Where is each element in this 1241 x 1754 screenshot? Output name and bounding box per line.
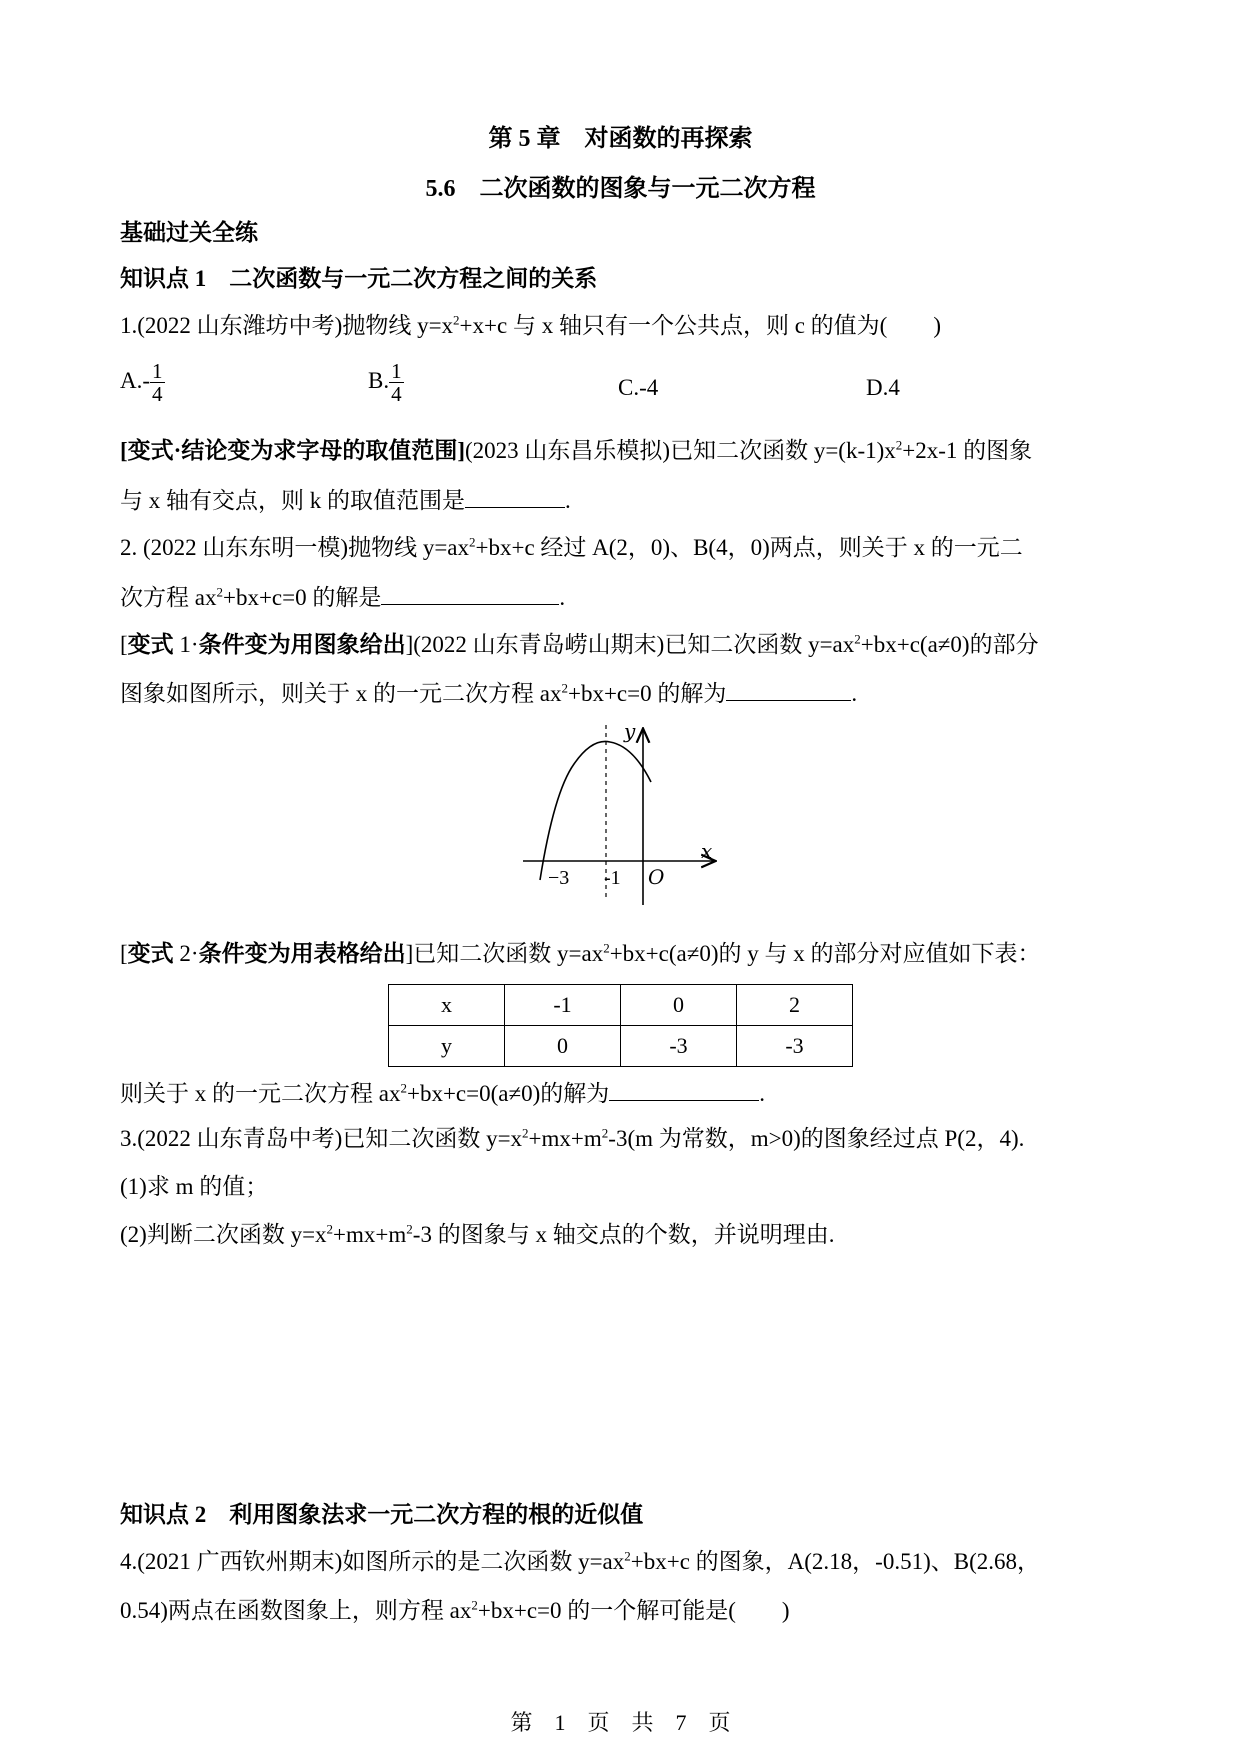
question-3-part-1: (1)求 m 的值； bbox=[120, 1174, 269, 1199]
option-a-fraction: $\frac{1}{4}$ bbox=[152, 359, 163, 406]
table-row bbox=[389, 1026, 853, 1067]
tick-label-neg3: −3 bbox=[548, 867, 570, 889]
option-c: C.-4 bbox=[618, 375, 659, 400]
answer-blank[interactable] bbox=[381, 582, 559, 605]
table-cell: -3 bbox=[621, 1026, 737, 1067]
y-axis-label: y bbox=[624, 720, 636, 743]
parabola-graph bbox=[518, 720, 728, 910]
table-cell: y bbox=[389, 1026, 505, 1067]
question-1-stem bbox=[120, 311, 941, 341]
tick-label-neg1: -1 bbox=[604, 867, 621, 889]
answer-blank[interactable] bbox=[465, 485, 565, 508]
option-a-label: A.- bbox=[120, 367, 151, 393]
x-axis-label: x bbox=[701, 839, 713, 863]
table-cell: x bbox=[389, 985, 505, 1026]
table-cell: 0 bbox=[621, 985, 737, 1026]
section-heading: 基础过关全练 bbox=[120, 220, 258, 245]
option-b-label: B. bbox=[368, 367, 390, 393]
option-b-fraction: $\frac{1}{4}$ bbox=[391, 359, 402, 406]
table-cell: -1 bbox=[505, 985, 621, 1026]
answer-blank[interactable] bbox=[726, 678, 851, 701]
table-cell: 0 bbox=[505, 1026, 621, 1067]
q1-stem-suffix: +x+c 与 x 轴只有一个公共点，则 c 的值为( ) bbox=[459, 313, 941, 338]
question-2-line-2: 次方程 $ax^2+bx+c=0$ 的解是 . bbox=[120, 582, 565, 613]
variant-1-line-1: [变式·结论变为求字母的取值范围](2023 山东昌乐模拟)已知二次函数 $y=(k-1)x^2+2x-1$ 的图象 bbox=[120, 437, 1033, 463]
variant-1-line-2: 与 x 轴有交点，则 k 的取值范围是 . bbox=[120, 485, 571, 516]
chapter-title: 第 5 章 对函数的再探索 bbox=[488, 126, 753, 152]
section-title: 5.6 二次函数的图象与一元二次方程 bbox=[425, 176, 816, 202]
origin-label: O bbox=[648, 865, 665, 889]
variant-3-line-2: 则关于 x 的一元二次方程 $ax^2+bx+c=0(a\ne 0)$的解为 . bbox=[120, 1078, 765, 1109]
question-3-line-1: 3.(2022 山东青岛中考)已知二次函数 $y=x^2+mx+m^2-3(m$ 为常数，m>0)的图象经过点 P(2，4). bbox=[120, 1125, 1025, 1151]
table-row bbox=[389, 985, 853, 1026]
table-cell: -3 bbox=[737, 1026, 853, 1067]
option-d: D.4 bbox=[866, 375, 900, 400]
option-b bbox=[368, 360, 404, 405]
parabola-curve bbox=[540, 741, 651, 880]
variant-3-line-1: [变式 2·条件变为用表格给出]已知二次函数 $y=ax^2+bx+c(a\ne 0)$的 y 与 x 的部分对应值如下表： bbox=[120, 940, 1041, 966]
variant-1-tag: [变式·结论变为求字母的取值范围] bbox=[120, 438, 465, 463]
question-3-part-2: (2)判断二次函数 $y=x^2+mx+m^2-3$ 的图象与 x 轴交点的个数，并说明理由. bbox=[120, 1221, 835, 1247]
question-4-line-2: 0.54)两点在函数图象上，则方程 $ax^2+bx+c=0$ 的一个解可能是( ) bbox=[120, 1597, 790, 1623]
question-2-line-1: 2. (2022 山东东明一模)抛物线 $y=ax^2+bx+c$ 经过 A(2，0)、B(4，0)两点，则关于 x 的一元二 bbox=[120, 534, 1023, 560]
variant-2-line-2: 图象如图所示，则关于 x 的一元二次方程 $ax^2+bx+c=0$ 的解为 . bbox=[120, 678, 857, 709]
q1-stem-prefix: 1.(2022 山东潍坊中考)抛物线 y=x bbox=[120, 313, 454, 338]
answer-blank[interactable] bbox=[609, 1078, 759, 1101]
value-table bbox=[388, 984, 853, 1067]
knowledge-point-2-heading: 知识点 2 利用图象法求一元二次方程的根的近似值 bbox=[120, 1502, 644, 1527]
option-a bbox=[120, 360, 165, 405]
q1-sup: 2 bbox=[453, 312, 460, 328]
table-cell: 2 bbox=[737, 985, 853, 1026]
variant-2-line-1: [变式 1·条件变为用图象给出](2022 山东青岛崂山期末)已知二次函数 $y=ax^2+bx+c(a\ne 0)$的部分 bbox=[120, 631, 1039, 657]
page-footer: 第 1 页 共 7 页 bbox=[510, 1710, 731, 1735]
question-4-line-1: 4.(2021 广西钦州期末)如图所示的是二次函数 $y=ax^2+bx+c$ 的图象，A(2.18，-0.51)、B(2.68， bbox=[120, 1548, 1040, 1574]
knowledge-point-1-heading: 知识点 1 二次函数与一元二次方程之间的关系 bbox=[120, 266, 598, 291]
